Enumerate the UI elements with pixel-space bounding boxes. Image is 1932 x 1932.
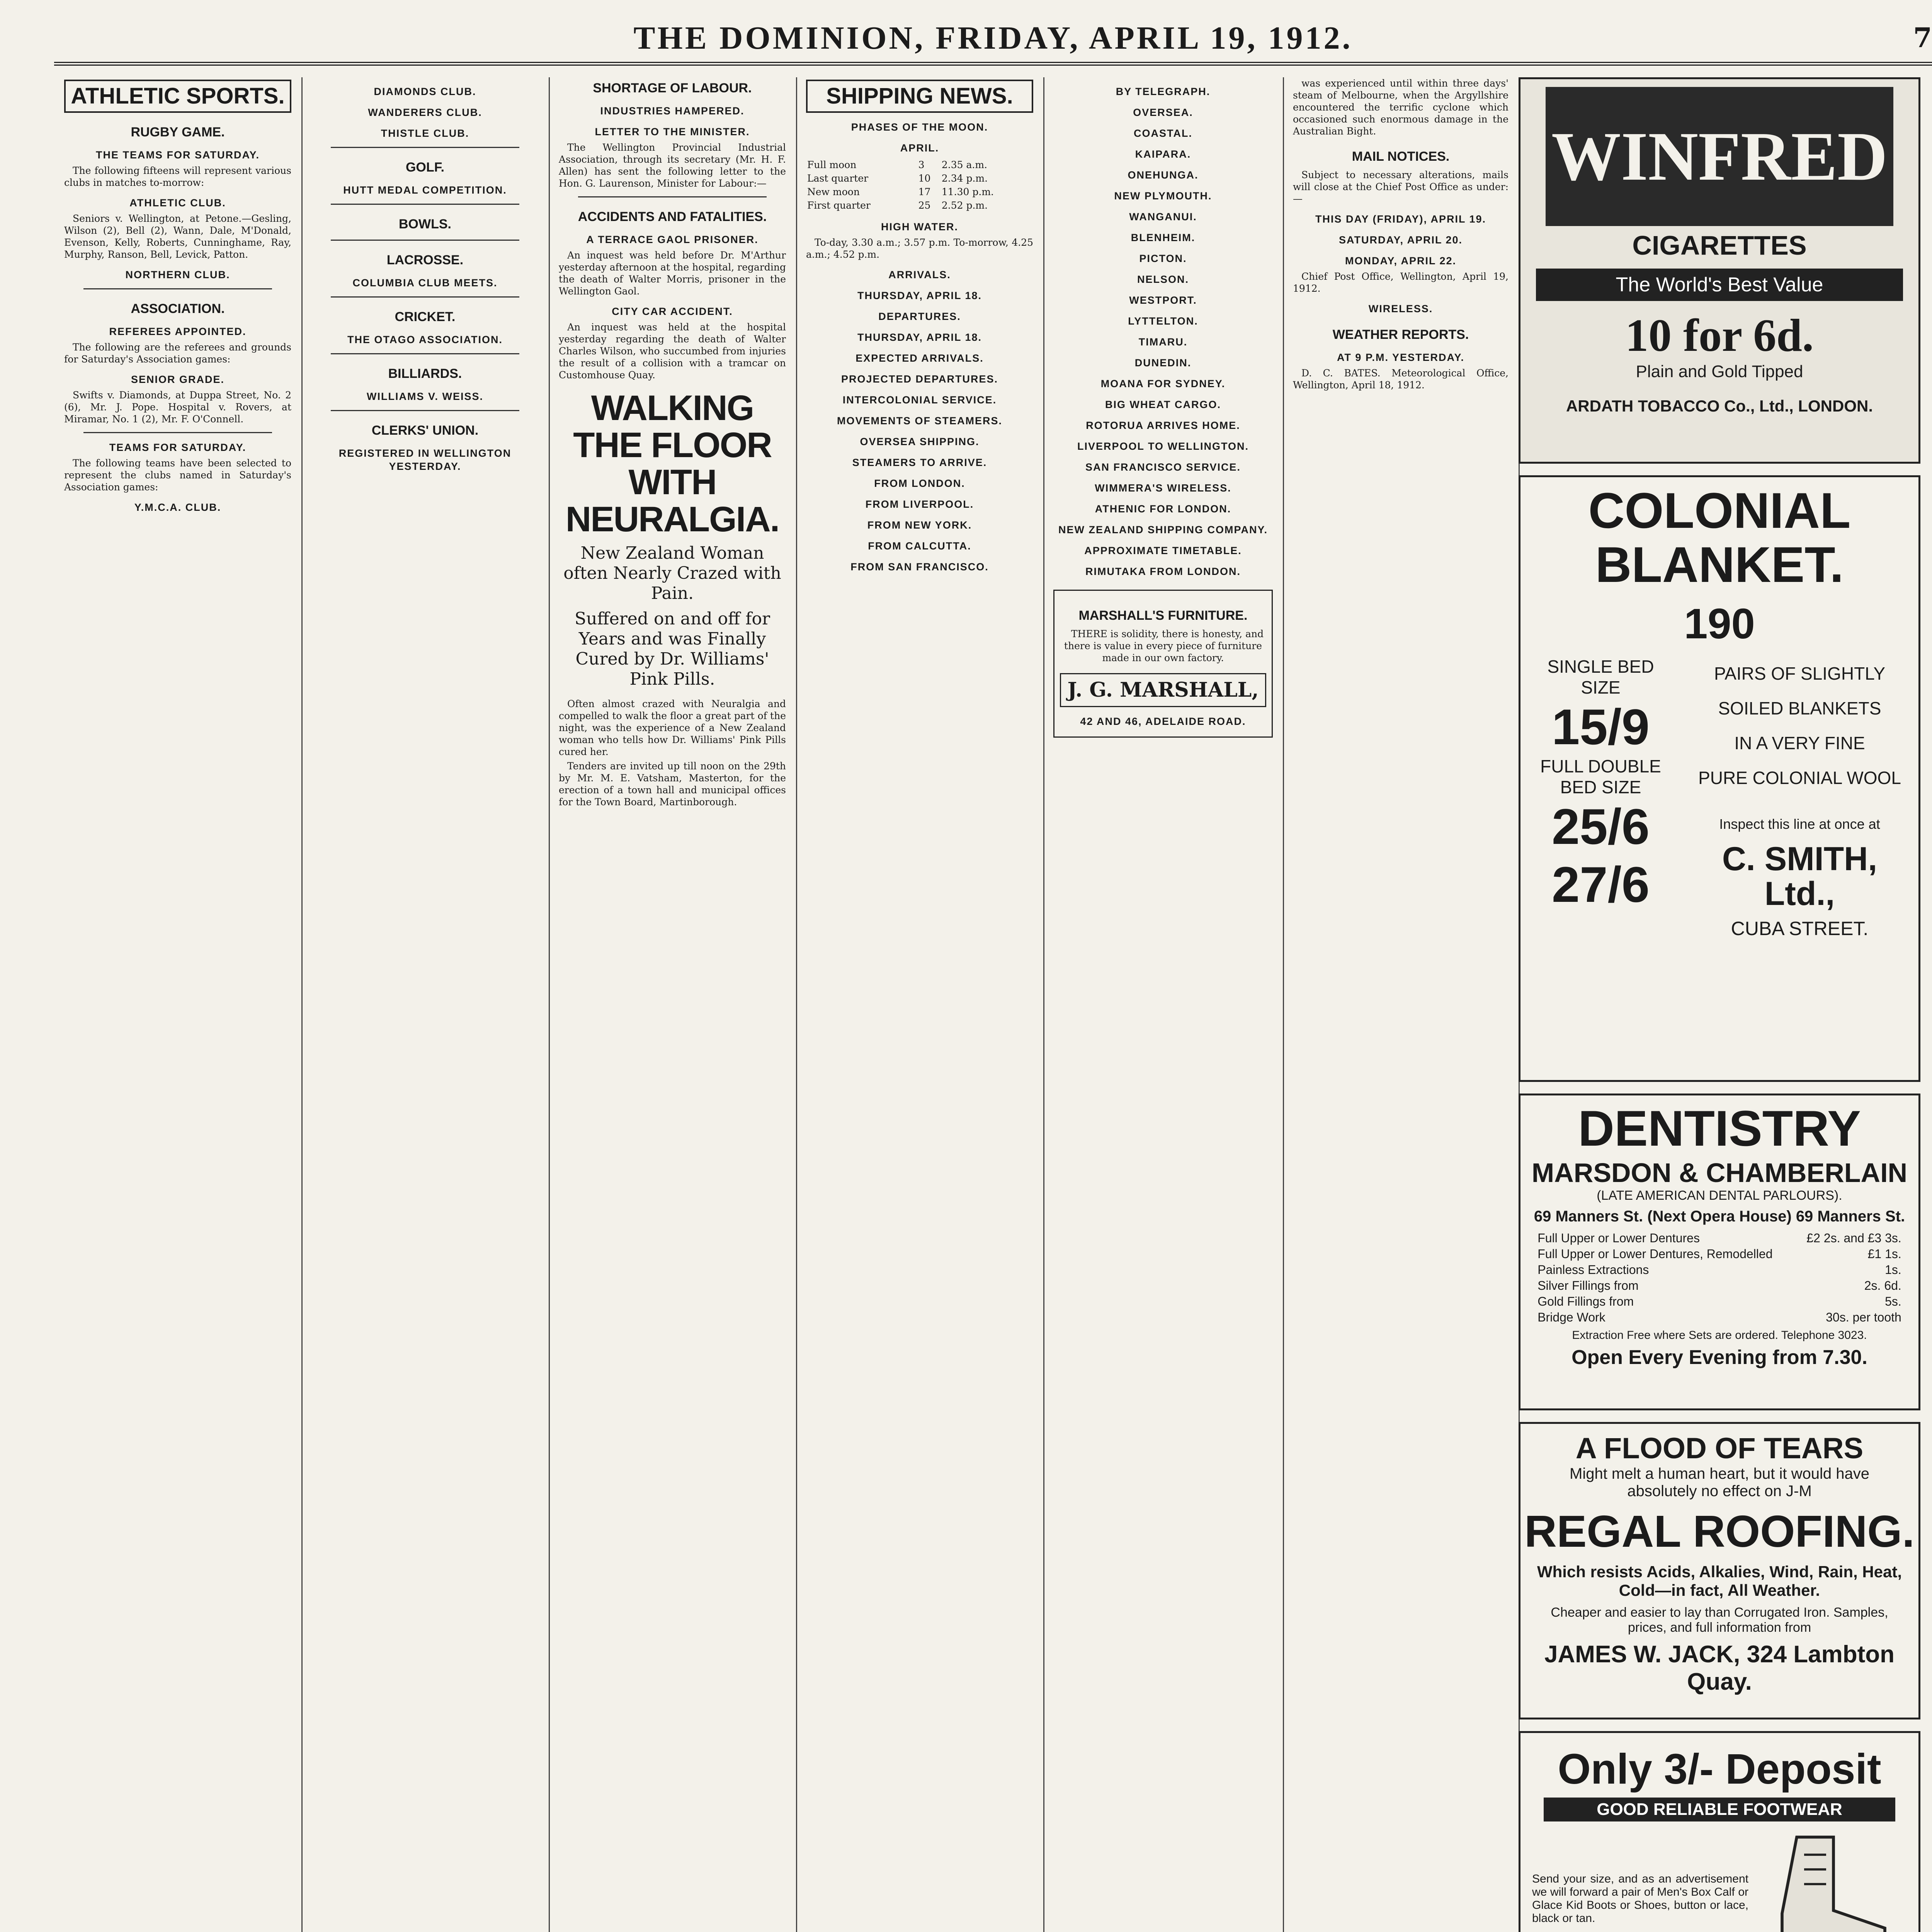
dentistry-extraction: Extraction Free where Sets are ordered. Telephone 3023.	[1572, 1329, 1867, 1342]
rotorua-heading: ROTORUA ARRIVES HOME.	[1086, 420, 1240, 431]
golf-heading: GOLF.	[405, 160, 445, 175]
terrace-text: An inquest was held before Dr. M'Arthur yesterday afternoon at the hospital, regarding the death of Walter Morris, prisoner in the Wellington Gaol.	[559, 250, 786, 297]
boot-icon	[1760, 1825, 1907, 1932]
winfred-brand: WINFRED	[1546, 87, 1893, 226]
billiards-heading: BILLIARDS.	[388, 366, 462, 381]
deposit-sub: GOOD RELIABLE FOOTWEAR	[1544, 1798, 1895, 1821]
dentistry-address: 69 Manners St. (Next Opera House) 69 Manners St.	[1534, 1208, 1905, 1225]
intercolonial-heading: INTERCOLONIAL SERVICE.	[842, 394, 997, 406]
neuralgia-ad	[559, 389, 786, 689]
colonial-line: PURE COLONIAL WOOL	[1698, 768, 1901, 788]
by-telegraph-heading: BY TELEGRAPH.	[1116, 86, 1211, 97]
page-number: 7	[1913, 22, 1932, 54]
athletic-club-heading: ATHLETIC CLUB.	[129, 197, 226, 209]
billiards-subheading: WILLIAMS V. WEISS.	[366, 391, 484, 402]
arrivals-heading: ARRIVALS.	[888, 269, 951, 281]
regal-roofing-ad	[1519, 1422, 1920, 1719]
column-4	[796, 77, 1044, 1932]
clerks-union-subheading: REGISTERED IN WELLINGTON YESTERDAY.	[338, 447, 512, 472]
moon-heading: PHASES OF THE MOON.	[851, 121, 988, 133]
mail-intro: Subject to necessary alterations, mails will close at the Chief Post Office as under:—	[1293, 169, 1509, 204]
colonial-line: PAIRS OF SLIGHTLY	[1714, 663, 1886, 684]
thistle-club-heading: THISTLE CLUB.	[381, 128, 469, 139]
mail-saturday-heading: SATURDAY, APRIL 20.	[1338, 234, 1463, 246]
table-row: Bridge Work 30s. per tooth	[1537, 1310, 1901, 1324]
marshall-heading: MARSHALL'S FURNITURE.	[1078, 608, 1248, 623]
regal-cheaper: Cheaper and easier to lay than Corrugated Iron. Samples, prices, and full information from	[1551, 1605, 1888, 1635]
referees-heading: REFEREES APPOINTED.	[109, 326, 247, 337]
marshall-address: 42 AND 46, ADELAIDE ROAD.	[1080, 716, 1246, 727]
city-car-subheading: CITY CAR ACCIDENT.	[612, 306, 733, 317]
colonial-title-2: BLANKET.	[1595, 536, 1844, 593]
nelson-heading: NELSON.	[1137, 274, 1189, 285]
referees-intro: The following are the referees and grounds for Saturday's Association games:	[64, 342, 291, 365]
marshall-text: THERE is solidity, there is honesty, and there is value in every piece of furniture made in our own factory.	[1064, 628, 1264, 663]
association-heading: ASSOCIATION.	[131, 301, 225, 316]
table-row: Silver Fillings from 2s. 6d.	[1537, 1279, 1901, 1293]
golf-subheading: HUTT MEDAL COMPETITION.	[343, 184, 507, 196]
weather-subheading: AT 9 P.M. YESTERDAY.	[1337, 352, 1465, 363]
teams-heading: THE TEAMS FOR SATURDAY.	[95, 149, 260, 161]
regal-line-1: Might melt a human heart, but it would have	[1570, 1465, 1869, 1482]
timetable-heading: APPROXIMATE TIMETABLE.	[1084, 545, 1242, 556]
colonial-blanket-ad	[1519, 475, 1920, 1082]
regal-contact: JAMES W. JACK, 324 Lambton Quay.	[1544, 1641, 1895, 1695]
athenic-heading: ATHENIC FOR LONDON.	[1095, 503, 1231, 515]
northern-club-heading: NORTHERN CLUB.	[125, 269, 230, 281]
arrivals-date: THURSDAY, APRIL 18.	[857, 290, 982, 301]
sf-service-heading: SAN FRANCISCO SERVICE.	[1085, 461, 1241, 473]
teams-intro: The following fifteens will represent various clubs in matches to-morrow:	[64, 165, 291, 188]
mail-notices-heading: MAIL NOTICES.	[1352, 149, 1450, 164]
colonial-street: CUBA STREET.	[1731, 918, 1869, 939]
regal-line-2: absolutely no effect on J-M	[1627, 1483, 1812, 1500]
colonial-size-single: SINGLE BED SIZE	[1547, 656, 1654, 697]
neuralgia-text: Often almost crazed with Neuralgia and compelled to walk the floor a great part of the night, was the experience of a New Zealand woman who tells how Dr. Williams' Pink Pills cured her.	[559, 698, 786, 757]
moon-month: APRIL.	[900, 142, 939, 154]
departures-date: THURSDAY, APRIL 18.	[857, 332, 982, 343]
table-row: New moon 17 11.30 p.m.	[807, 186, 994, 197]
coastal-heading: COASTAL.	[1134, 128, 1192, 139]
colonial-price-double-1: 25/6	[1551, 798, 1650, 855]
column-6	[1283, 77, 1520, 1932]
lacrosse-heading: LACROSSE.	[386, 253, 464, 267]
moon-table	[806, 158, 1033, 213]
expected-arrivals-heading: EXPECTED ARRIVALS.	[855, 352, 984, 364]
intercolonial-subheading: MOVEMENTS OF STEAMERS.	[837, 415, 1003, 427]
from-london: FROM LONDON.	[874, 478, 965, 489]
onehunga-heading: ONEHUNGA.	[1128, 169, 1199, 181]
wanganui-heading: WANGANUI.	[1129, 211, 1197, 223]
dentistry-title: DENTISTRY	[1578, 1100, 1861, 1156]
table-row: Last quarter 10 2.34 p.m.	[807, 173, 988, 184]
colonial-size-double: FULL DOUBLE BED SIZE	[1540, 756, 1661, 797]
from-san-francisco: FROM SAN FRANCISCO.	[850, 561, 989, 573]
teams-saturday-heading: TEAMS FOR SATURDAY.	[109, 442, 247, 453]
deposit-text: Send your size, and as an advertisement we will forward a pair of Men's Box Calf or Glace Kid Boots or Shoes, button or lace, black or tan.	[1532, 1872, 1748, 1925]
neuralgia-title: WALKING THE FLOOR WITH NEURALGIA.	[565, 388, 779, 539]
nz-shipping-heading: NEW ZEALAND SHIPPING COMPANY.	[1058, 524, 1268, 536]
column-5	[1043, 77, 1284, 1932]
cricket-heading: CRICKET.	[395, 310, 456, 324]
picton-heading: PICTON.	[1139, 253, 1187, 264]
dentistry-former: (LATE AMERICAN DENTAL PARLOURS).	[1597, 1188, 1842, 1203]
wheat-cargo-heading: BIG WHEAT CARGO.	[1105, 399, 1221, 410]
rimutaka-heading: RIMUTAKA FROM LONDON.	[1085, 566, 1241, 577]
labour-subheading: INDUSTRIES HAMPERED.	[600, 105, 745, 117]
clerks-union-heading: CLERKS' UNION.	[371, 423, 479, 438]
bowls-heading: BOWLS.	[399, 217, 451, 231]
moana-heading: MOANA FOR SYDNEY.	[1100, 378, 1226, 389]
dunedin-heading: DUNEDIN.	[1134, 357, 1192, 369]
oversea-shipping-heading: OVERSEA SHIPPING.	[860, 436, 980, 447]
column-2	[301, 77, 550, 1932]
column-3	[549, 77, 797, 1932]
rugby-heading: RUGBY GAME.	[131, 125, 225, 139]
winfred-sub: CIGARETTES	[1632, 230, 1807, 260]
masthead	[54, 19, 1932, 66]
colonial-price-single: 15/9	[1551, 699, 1650, 755]
liverpool-heading: LIVERPOOL TO WELLINGTON.	[1077, 440, 1249, 452]
deposit-ad	[1519, 1731, 1920, 1932]
winfred-maker: ARDATH TOBACCO Co., Ltd., LONDON.	[1566, 397, 1873, 415]
colonial-inspect: Inspect this line at once at	[1719, 816, 1880, 832]
winfred-slogan: The World's Best Value	[1536, 269, 1903, 301]
table-row: First quarter 25 2.52 p.m.	[807, 200, 988, 211]
winfred-price: 10 for 6d.	[1625, 310, 1814, 361]
departures-heading: DEPARTURES.	[878, 311, 961, 322]
mail-monday-heading: MONDAY, APRIL 22.	[1345, 255, 1457, 267]
dentistry-firm: MARSDON & CHAMBERLAIN	[1531, 1158, 1908, 1188]
wireless-col6-heading: WIRELESS.	[1368, 303, 1433, 315]
neuralgia-subtitle: New Zealand Woman often Nearly Crazed with Pain.	[563, 543, 781, 603]
marshall-name: J. G. MARSHALL,	[1060, 673, 1266, 707]
colonial-price-double-2: 27/6	[1551, 856, 1650, 913]
labour-heading: SHORTAGE OF LABOUR.	[593, 81, 752, 95]
oversea-heading: OVERSEA.	[1133, 107, 1193, 118]
winfred-ad	[1519, 77, 1920, 464]
colonial-title-1: COLONIAL	[1588, 482, 1851, 539]
mail-today-heading: THIS DAY (FRIDAY), APRIL 19.	[1315, 213, 1486, 225]
weather-heading: WEATHER REPORTS.	[1332, 327, 1469, 342]
newspaper-title: THE DOMINION, FRIDAY, APRIL 19, 1912.	[633, 20, 1353, 56]
weather-footer: D. C. BATES. Meteorological Office, Wellington, April 18, 1912.	[1293, 367, 1509, 391]
oversea-shipping-subheading: STEAMERS TO ARRIVE.	[852, 457, 987, 468]
diamonds-club-heading: DIAMONDS CLUB.	[374, 86, 476, 97]
labour-letter-heading: LETTER TO THE MINISTER.	[595, 126, 750, 138]
lacrosse-subheading: COLUMBIA CLUB MEETS.	[352, 277, 498, 289]
table-row: Gold Fillings from 5s.	[1537, 1294, 1901, 1308]
tenders-text: Tenders are invited up till noon on the 29th by Mr. M. E. Vatsham, Masterton, for the erection of a town hall and municipal offices for the Town Board, Martinborough.	[559, 760, 786, 808]
regal-title: REGAL ROOFING.	[1524, 1506, 1915, 1556]
dentistry-hours: Open Every Evening from 7.30.	[1571, 1346, 1867, 1369]
from-new-york: FROM NEW YORK.	[867, 519, 972, 531]
senior-grade-heading: SENIOR GRADE.	[131, 374, 225, 385]
table-row: Full Upper or Lower Dentures £2 2s. and £3 3s.	[1537, 1231, 1901, 1245]
shipping-news-heading: SHIPPING NEWS.	[806, 80, 1033, 113]
projected-departures-heading: PROJECTED DEPARTURES.	[841, 373, 998, 385]
dentistry-price-table	[1536, 1230, 1903, 1326]
colonial-store: C. SMITH, Ltd.,	[1722, 840, 1878, 912]
athletic-sports-heading: ATHLETIC SPORTS.	[64, 80, 291, 113]
wireless-heading: WIMMERA'S WIRELESS.	[1095, 482, 1231, 494]
deposit-title: Only 3/- Deposit	[1558, 1745, 1881, 1793]
city-car-text: An inquest was held at the hospital yesterday regarding the death of Walter Charles Wilson, who succumbed from injuries the result of a collision with a tramcar on Customhouse Quay.	[559, 321, 786, 381]
westport-heading: WESTPORT.	[1129, 294, 1197, 306]
table-row: Full moon 3 2.35 a.m.	[807, 159, 987, 170]
athletic-club-text: Seniors v. Wellington, at Petone.—Gesling, Wilson (2), Bell (2), Wann, Dale, M'Donald, Evenson, Kelly, Roberts, Cunninghame, Ray, Murphy, Ranson, Bell, Levick, Patton.	[64, 213, 291, 260]
cyclone-text: was experienced until within three days' steam of Melbourne, when the Argyllshire encountered the terrific cyclone which occasioned such enormous damage in the Australian Bight.	[1293, 78, 1509, 137]
colonial-line: IN A VERY FINE	[1734, 733, 1865, 753]
accidents-heading: ACCIDENTS AND FATALITIES.	[578, 209, 767, 224]
regal-resists: Which resists Acids, Alkalies, Wind, Rain, Heat, Cold—in fact, All Weather.	[1537, 1563, 1902, 1599]
cricket-subheading: THE OTAGO ASSOCIATION.	[347, 334, 503, 345]
from-calcutta: FROM CALCUTTA.	[868, 540, 971, 552]
new-plymouth-heading: NEW PLYMOUTH.	[1114, 190, 1212, 202]
kaipara-heading: KAIPARA.	[1135, 148, 1191, 160]
regal-headline: A FLOOD OF TEARS	[1575, 1432, 1864, 1465]
high-water-text: To-day, 3.30 a.m.; 3.57 p.m. To-morrow, 4.25 a.m.; 4.52 p.m.	[806, 237, 1033, 260]
terrace-subheading: A TERRACE GAOL PRISONER.	[586, 234, 759, 245]
neuralgia-subtitle-2: Suffered on and off for Years and was Finally Cured by Dr. Williams' Pink Pills.	[574, 609, 770, 689]
winfred-kind: Plain and Gold Tipped	[1636, 362, 1803, 381]
labour-text: The Wellington Provincial Industrial Association, through its secretary (Mr. H. F. Allen) has sent the following letter to the Hon. G. Laurenson, Minister for Labour:—	[559, 142, 786, 189]
dentistry-ad	[1519, 1094, 1920, 1410]
column-1	[54, 77, 303, 1932]
from-liverpool: FROM LIVERPOOL.	[865, 498, 974, 510]
ymca-club-heading: Y.M.C.A. CLUB.	[134, 502, 221, 513]
timaru-heading: TIMARU.	[1138, 336, 1188, 348]
teams-saturday-text: The following teams have been selected to represent the clubs named in Saturday's Association games:	[64, 457, 291, 493]
mail-footer: Chief Post Office, Wellington, April 19, 1912.	[1293, 271, 1509, 294]
senior-grade-text: Swifts v. Diamonds, at Duppa Street, No. 2 (6), Mr. J. Pope. Hospital v. Rovers, at Miramar, No. 1 (2), Mr. F. O'Connell.	[64, 389, 291, 425]
marshall-ad	[1053, 590, 1273, 738]
high-water-heading: HIGH WATER.	[881, 221, 958, 233]
wanderers-club-heading: WANDERERS CLUB.	[368, 107, 482, 118]
colonial-count: 190	[1684, 600, 1755, 648]
colonial-line: SOILED BLANKETS	[1718, 698, 1881, 718]
table-row: Full Upper or Lower Dentures, Remodelled £1 1s.	[1537, 1247, 1901, 1261]
blenheim-heading: BLENHEIM.	[1131, 232, 1196, 243]
lyttelton-heading: LYTTELTON.	[1128, 315, 1198, 327]
table-row: Painless Extractions 1s.	[1537, 1263, 1901, 1277]
